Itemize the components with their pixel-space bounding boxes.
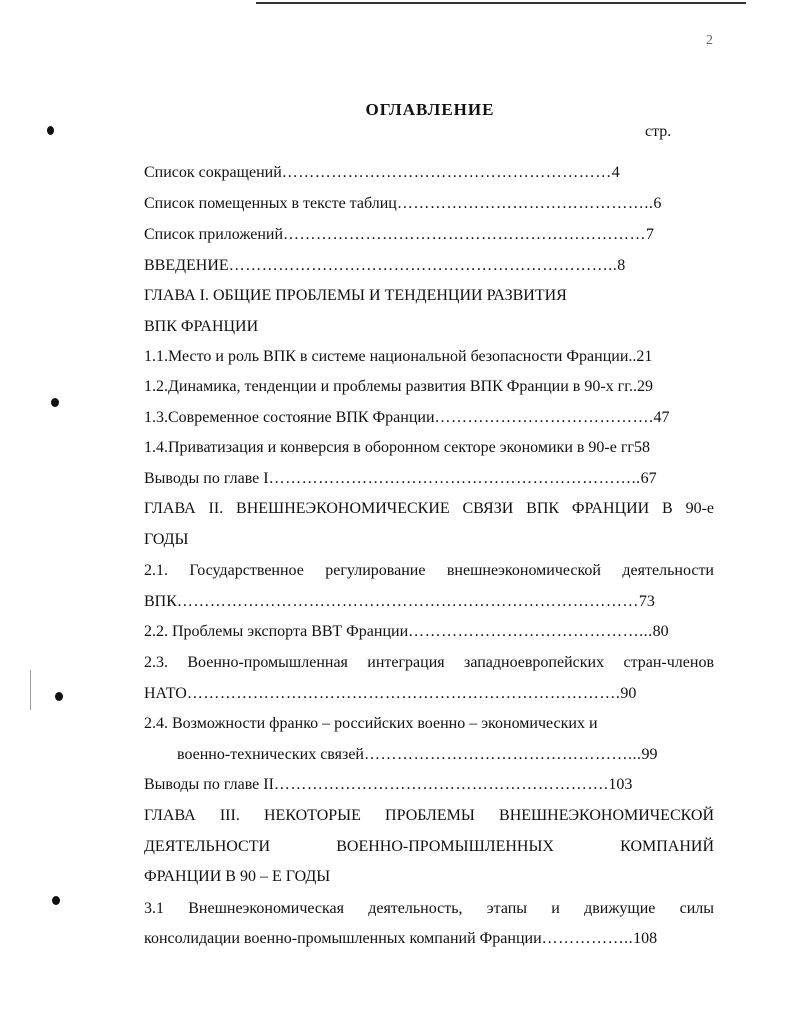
toc-entry: 2.4. Возможности франко – российских военно – экономических и <box>144 715 598 732</box>
chapter-heading: ГЛАВА I. ОБЩИЕ ПРОБЛЕМЫ И ТЕНДЕНЦИИ РАЗВИТИЯ <box>144 287 567 304</box>
toc-entry: 3.1 Внешнеэкономическая деятельность, этапы и движущие силы <box>144 900 714 917</box>
page-number: 2 <box>706 33 713 48</box>
page-title: ОГЛАВЛЕНИЕ <box>365 100 495 119</box>
top-border-line <box>256 2 746 4</box>
toc-entry: консолидации военно-промышленных компаний Франции……………..108 <box>144 930 658 947</box>
scan-mark <box>55 692 63 701</box>
toc-entry: Выводы по главе II…………………………………………………….103 <box>144 776 633 793</box>
toc-entry: Список помещенных в тексте таблиц………………………………………..6 <box>144 195 662 212</box>
chapter-heading-continued: ГОДЫ <box>144 531 189 548</box>
chapter-heading: ГЛАВА II. ВНЕШНЕЭКОНОМИЧЕСКИЕ СВЯЗИ ВПК ФРАНЦИИ В 90-е <box>144 500 714 517</box>
chapter-heading-continued: ВПК ФРАНЦИИ <box>144 318 259 335</box>
toc-entry: Список сокращений……………………………………………………4 <box>144 164 620 181</box>
chapter-heading-continued: ФРАНЦИИ В 90 – Е ГОДЫ <box>144 868 331 885</box>
toc-entry: ВПК…………………………………………………………………………73 <box>144 593 655 610</box>
toc-entry: 1.1.Место и роль ВПК в системе национальной безопасности Франции..21 <box>144 348 653 365</box>
scan-mark <box>47 126 54 135</box>
toc-entry: Выводы по главе I…………………………………………………………..67 <box>144 470 657 487</box>
page-column-label: стр. <box>645 123 672 140</box>
toc-entry: 1.2.Динамика, тенденции и проблемы развития ВПК Франции в 90-х гг..29 <box>144 378 653 395</box>
chapter-heading-continued: ДЕЯТЕЛЬНОСТИ ВОЕННО-ПРОМЫШЛЕННЫХ КОМПАНИЙ <box>144 838 714 855</box>
toc-entry: военно-технических связей…………………………………………...99 <box>177 746 658 763</box>
toc-entry: 2.3. Военно-промышленная интеграция западноевропейских стран-членов <box>144 654 714 671</box>
scan-edge-line <box>30 670 31 710</box>
chapter-heading: ГЛАВА III. НЕКОТОРЫЕ ПРОБЛЕМЫ ВНЕШНЕЭКОНОМИЧЕСКОЙ <box>144 807 714 824</box>
toc-entry: 1.3.Современное состояние ВПК Франции………………………………….47 <box>144 409 670 426</box>
toc-entry: 1.4.Приватизация и конверсия в оборонном секторе экономики в 90-е гг58 <box>144 439 650 456</box>
toc-entry: Список приложений…………………………………………………………7 <box>144 226 655 243</box>
toc-entry: 2.2. Проблемы экспорта ВВТ Франции……………………………………...80 <box>144 623 669 640</box>
scan-mark <box>51 398 59 407</box>
scan-mark <box>52 896 60 905</box>
toc-entry: НАТО…………………………………………………………………….90 <box>144 685 637 702</box>
toc-entry: 2.1. Государственное регулирование внешнеэкономической деятельности <box>144 562 714 579</box>
toc-entry: ВВЕДЕНИЕ……………………………………………………………..8 <box>144 257 626 274</box>
